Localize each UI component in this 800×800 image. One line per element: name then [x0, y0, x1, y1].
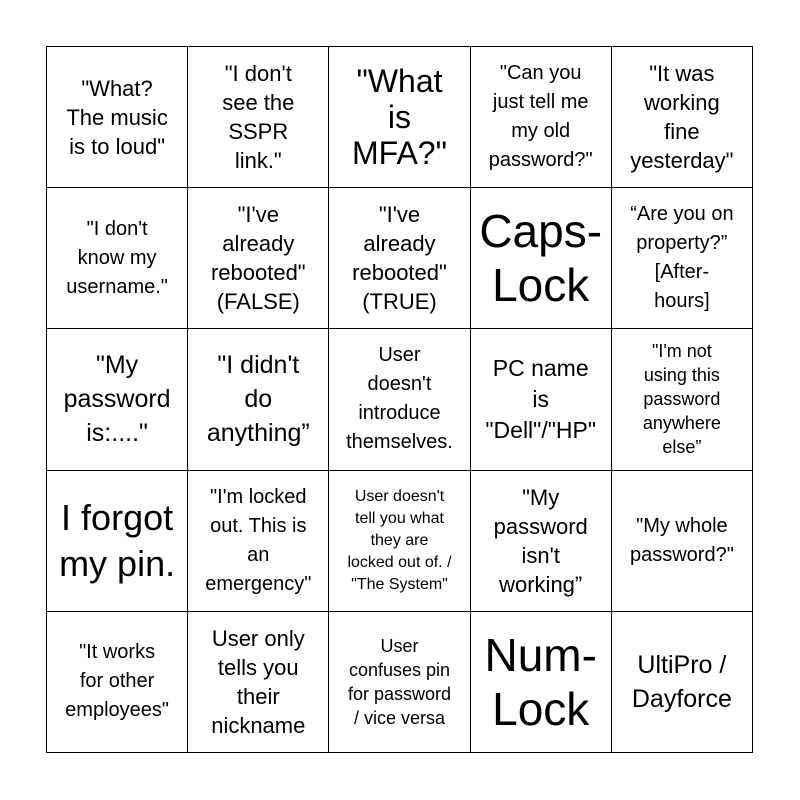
bingo-cell-r1c1[interactable]: [47, 47, 188, 188]
bingo-cell-r2c4[interactable]: [471, 188, 612, 329]
bingo-cell-r5c1[interactable]: [47, 612, 188, 753]
cell-text: "I don't see the SSPR link.": [222, 61, 295, 174]
cell-text: "I'm not using this password anywhere else”: [642, 341, 721, 458]
bingo-cell-r4c1[interactable]: [47, 471, 188, 612]
cell-text: "My whole password?": [629, 514, 734, 566]
cell-text: "I didn't do anything”: [206, 351, 310, 448]
bingo-board: [46, 46, 753, 753]
bingo-cell-r2c5[interactable]: [612, 188, 753, 329]
bingo-cell-r2c3[interactable]: [329, 188, 470, 329]
cell-text: "What? The music is to loud": [66, 75, 168, 159]
cell-text: "My password isn't working”: [493, 484, 588, 597]
cell-text: User doesn't tell you what they are locked out of. / "The System": [347, 487, 452, 593]
bingo-cell-r5c5[interactable]: [612, 612, 753, 753]
cell-text: “Are you on property?” [After- hours]: [630, 203, 734, 313]
cell-text: "It works for other employees": [65, 641, 169, 722]
cell-text: "What is MFA?": [352, 63, 447, 172]
cell-text: PC name is "Dell"/"HP": [485, 354, 596, 443]
cell-text: "I've already rebooted" (TRUE): [352, 202, 447, 315]
bingo-cell-r4c2[interactable]: [188, 471, 329, 612]
bingo-cell-r1c4[interactable]: [471, 47, 612, 188]
cell-text: "My password is:....": [63, 351, 171, 448]
cell-text: User only tells you their nickname: [211, 625, 306, 738]
cell-text: UltiPro / Dayforce: [631, 650, 732, 713]
bingo-cell-r1c5[interactable]: [612, 47, 753, 188]
cell-text: "Can you just tell me my old password?": [488, 62, 593, 172]
bingo-cell-r5c4[interactable]: [471, 612, 612, 753]
cell-text: "I'm locked out. This is an emergency": [205, 485, 312, 595]
bingo-cell-r3c2[interactable]: [188, 329, 329, 470]
bingo-cell-r5c2[interactable]: [188, 612, 329, 753]
cell-text: Caps- Lock: [479, 205, 603, 312]
bingo-cell-r4c3[interactable]: [329, 471, 470, 612]
bingo-cell-r3c5[interactable]: [612, 329, 753, 470]
cell-text: I forgot my pin.: [59, 496, 176, 584]
bingo-cell-r3c3[interactable]: [329, 329, 470, 470]
bingo-cell-r3c1[interactable]: [47, 329, 188, 470]
bingo-cell-r5c3[interactable]: [329, 612, 470, 753]
cell-text: User confuses pin for password / vice versa: [347, 635, 452, 728]
bingo-cell-r4c5[interactable]: [612, 471, 753, 612]
bingo-cell-r1c2[interactable]: [188, 47, 329, 188]
bingo-cell-r2c1[interactable]: [47, 188, 188, 329]
bingo-cell-r1c3[interactable]: [329, 47, 470, 188]
cell-text: "I don't know my username.": [66, 217, 168, 298]
cell-text: User doesn't introduce themselves.: [346, 344, 453, 454]
cell-text: Num- Lock: [484, 628, 597, 735]
bingo-cell-r4c4[interactable]: [471, 471, 612, 612]
cell-text: "I've already rebooted" (FALSE): [210, 202, 306, 315]
bingo-cell-r2c2[interactable]: [188, 188, 329, 329]
bingo-cell-r3c4[interactable]: [471, 329, 612, 470]
cell-text: "It was working fine yesterday": [630, 61, 734, 174]
